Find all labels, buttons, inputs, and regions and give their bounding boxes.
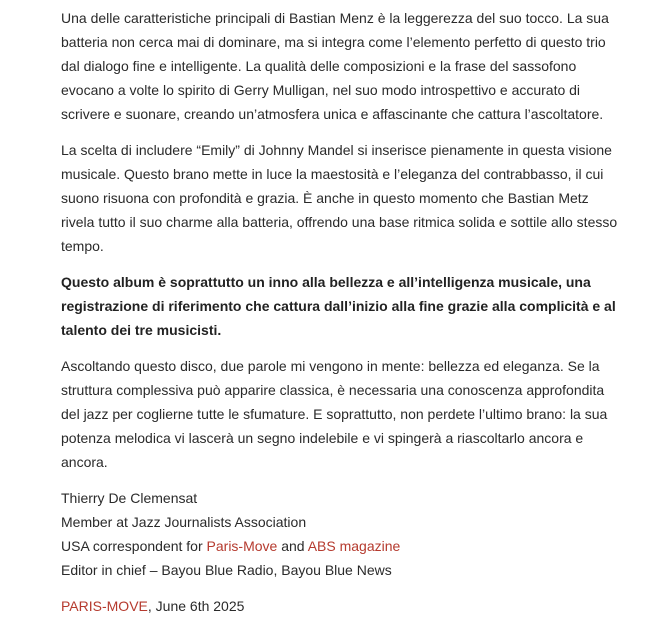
paragraph-highlight: Questo album è soprattutto un inno alla bellezza e all’intelligenza musicale, una registrazione di riferimento che cattura dall’inizio alla fine grazie alla complicità e al talento dei tre musicisti. — [61, 274, 616, 338]
author-correspondent — [61, 534, 620, 558]
abs-magazine-link[interactable]: ABS magazine — [307, 538, 401, 554]
paragraph-conclusion: Ascoltando questo disco, due parole mi vengono in mente: bellezza ed eleganza. Se la struttura complessiva può apparire classica, è necessaria una conoscenza approfondita del jazz per coglierne tutte le sfumature. E soprattutto, non perdete l’ultimo brano: la sua potenza melodica vi lascerà un segno indelebile e vi spingerà a riascoltarlo ancora e ancora. — [61, 358, 608, 470]
publish-date: , June 6th 2025 — [147, 598, 245, 614]
paris-move-source-link[interactable]: PARIS-MOVE — [61, 598, 148, 614]
correspondent-prefix: USA correspondent for — [61, 538, 207, 554]
paris-move-link[interactable]: Paris-Move — [206, 538, 278, 554]
dateline — [61, 594, 620, 618]
author-signature — [61, 486, 620, 582]
author-name: Thierry De Clemensat — [61, 490, 198, 506]
and-text: and — [277, 538, 308, 554]
author-editor: Editor in chief – Bayou Blue Radio, Bayou Blue News — [61, 562, 392, 578]
paragraph-emily: La scelta di includere “Emily” di Johnny Mandel si inserisce pienamente in questa visione musicale. Questo brano mette in luce la maestosità e l’eleganza del contrabbasso, il cui suono risuona con profondità e grazia. È anche in questo momento che Bastian Metz rivela tutto il suo charme alla batteria, offrendo una base ritmica solida e sottile allo stesso tempo. — [61, 142, 618, 254]
author-membership: Member at Jazz Journalists Association — [61, 514, 307, 530]
paragraph-drummer: Una delle caratteristiche principali di Bastian Menz è la leggerezza del suo tocco. La sua batteria non cerca mai di dominare, ma si integra come l’elemento perfetto di questo trio dal dialogo fine e intelligente. La qualità delle composizioni e la frase del sassofono evocano a volte lo spirito di Gerry Mulligan, nel suo modo introspettivo e accurato di scrivere e suonare, creando un’atmosfera unica e affascinante che cattura l’ascoltatore. — [61, 10, 609, 122]
